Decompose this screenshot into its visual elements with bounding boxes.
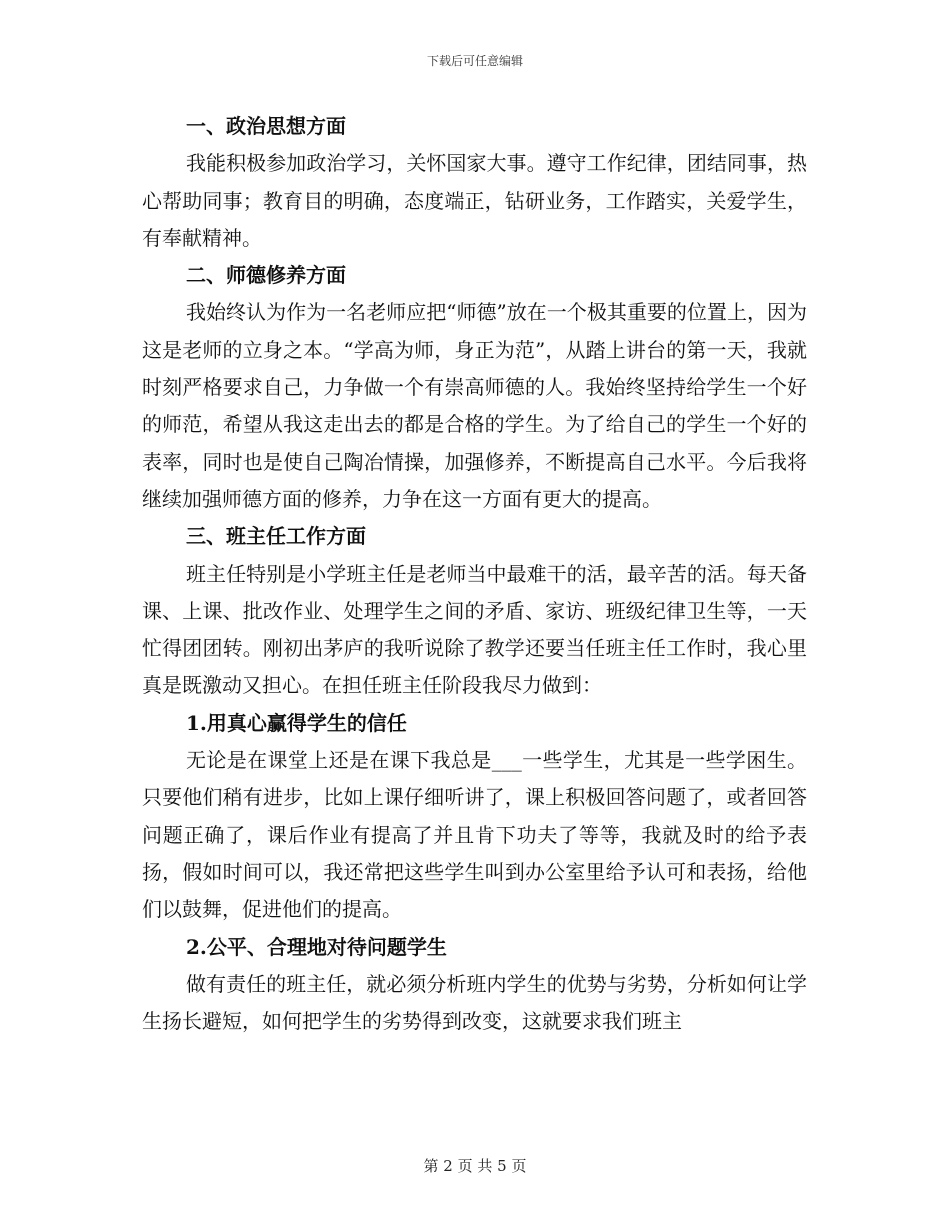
paragraph-ethics: 我始终认为作为一名老师应把“师德”放在一个极其重要的位置上，因为这是老师的立身之本。“学高为师，身正为范”，从踏上讲台的第一天，我就时刻严格要求自己，力争做一个有崇高师德的人。我始终坚持给学生一个好的师范，希望从我这走出去的都是合格的学生。为了给自己的学生一个好的表率，同时也是使自己陶冶情操，加强修养，不断提高自己水平。今后我将继续加强师德方面的修养，力争在这一方面有更大的提高。 xyxy=(142,300,807,511)
paragraph-trust: 无论是在课堂上还是在课下我总是___一些学生，尤其是一些学困生。只要他们稍有进步，比如上课仔细听讲了，课上积极回答问题了，或者回答问题正确了，课后作业有提高了并且肯下功夫了等等，我就及时的给予表扬，假如时间可以，我还常把这些学生叫到办公室里给予认可和表扬，给他们以鼓舞，促进他们的提高。 xyxy=(142,748,807,922)
page-header-note: 下载后可任意编辑 xyxy=(426,54,523,68)
section-heading-ethics: 二、师德修养方面 xyxy=(186,263,346,288)
section-heading-class-teacher: 三、班主任工作方面 xyxy=(186,524,366,549)
subheading-trust: 1.用真心赢得学生的信任 xyxy=(186,710,407,735)
paragraph-politics: 我能积极参加政治学习，关怀国家大事。遵守工作纪律，团结同事，热心帮助同事；教育目的明确，态度端正，钻研业务，工作踏实，关爱学生，有奉献精神。 xyxy=(142,151,807,250)
document-body xyxy=(142,108,807,1040)
paragraph-class-teacher: 班主任特别是小学班主任是老师当中最难干的活，最辛苦的活。每天备课、上课、批改作业、处理学生之间的矛盾、家访、班级纪律卫生等，一天忙得团团转。刚初出茅庐的我听说除了教学还要当任班主任工作时，我心里真是既激动又担心。在担任班主任阶段我尽力做到： xyxy=(142,561,807,698)
paragraph-fairness: 做有责任的班主任，就必须分析班内学生的优势与劣势，分析如何让学生扬长避短，如何把学生的劣势得到改变，这就要求我们班主 xyxy=(142,971,807,1034)
page-number: 第 2 页 共 5 页 xyxy=(423,1157,527,1175)
section-heading-politics: 一、政治思想方面 xyxy=(186,114,346,138)
subheading-fairness: 2.公平、合理地对待问题学生 xyxy=(186,934,447,959)
